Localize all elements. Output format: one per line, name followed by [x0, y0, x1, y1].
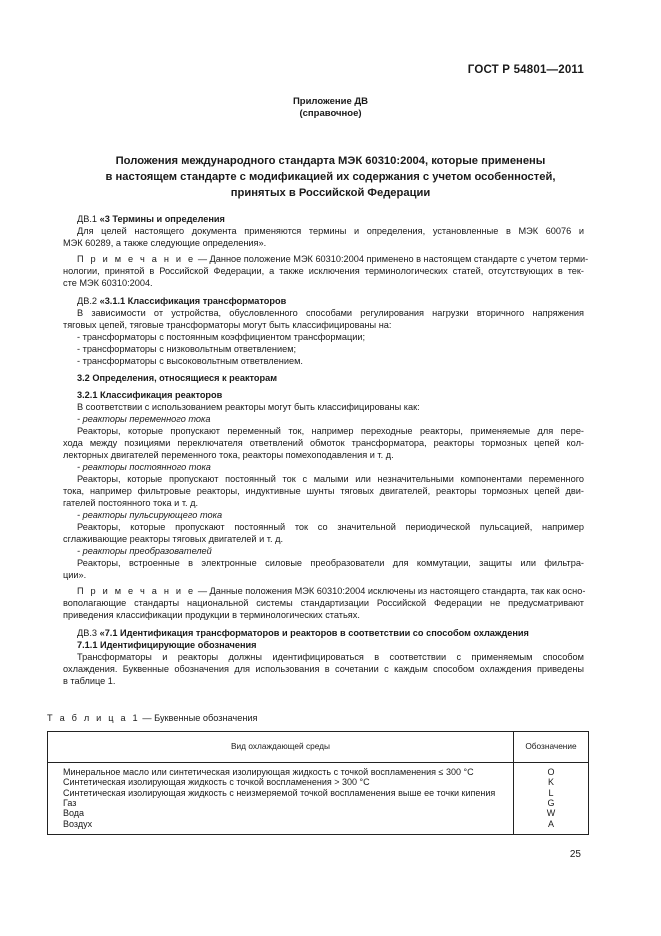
appendix-subtitle: (справочное): [299, 108, 362, 119]
table-header-divider: [48, 762, 588, 763]
dv3-heading: [77, 627, 584, 639]
paragraph-line: сглаживающие реакторы тяговых двигателей и т. д.: [63, 534, 284, 544]
paragraph-line: ции».: [63, 570, 87, 580]
note-text: — Данные положения МЭК 60310:2004 исключены из настоящего стандарта, так как осно-: [195, 586, 586, 596]
paragraph-line: Реакторы, встроенные в электронные силовые преобразователи для коммутации, защиты или фильтра-: [77, 558, 584, 568]
table-caption-text: — Буквенные обозначения: [139, 713, 258, 723]
table-header-medium: Вид охлаждающей среды: [231, 741, 330, 751]
paragraph-line: охлаждения. Буквенные обозначения для использования в сочетании с каждым способом охлаждения приведены: [63, 664, 584, 674]
note-text: — Данное положение МЭК 60310:2004 применено в настоящем стандарте с учетом терми-: [195, 254, 589, 264]
main-title-line: принятых в Российской Федерации: [230, 187, 431, 199]
dv1-note-line: [77, 253, 589, 265]
table-caption: [47, 712, 554, 724]
table-cell-code: G: [547, 797, 555, 808]
table-cell-medium: Воздух: [63, 818, 93, 829]
table-cell-medium: Газ: [63, 797, 77, 808]
section-3-2-heading: 3.2 Определения, относящиеся к реакторам: [77, 373, 278, 383]
dv1-heading-num: ДВ.1: [77, 214, 100, 224]
main-title-line: в настоящем стандарте с модификацией их содержания с учетом особенностей,: [105, 171, 556, 183]
table-cell-code: O: [547, 767, 555, 777]
list-item: - трансформаторы с высоковольтным ответвлением.: [77, 356, 303, 366]
paragraph-line: хода между позициями переключателя ответвлений обмоток трансформатора, реакторы тормозных цепей кол-: [63, 438, 584, 448]
paragraph-line: Реакторы, которые пропускают постоянный ток со значительной периодической пульсацией, например: [77, 522, 584, 532]
paragraph-line: В соответствии с использованием реакторы могут быть классифицированы как:: [77, 402, 420, 412]
paragraph-line: Реакторы, которые пропускают переменный ток, например переходные реакторы, применяемые для пере-: [77, 426, 584, 436]
dv1-heading-text: «3 Термины и определения: [99, 214, 225, 224]
dv1-heading: [77, 213, 584, 225]
reactor-type-title: - реакторы постоянного тока: [77, 462, 211, 472]
list-item: - трансформаторы с постоянным коэффициентом трансформации;: [77, 332, 366, 342]
list-item: - трансформаторы с низковольтным ответвлением;: [77, 344, 297, 354]
table-cell-code: A: [547, 818, 554, 829]
table-cell-code: L: [548, 787, 554, 798]
dv2-heading: [77, 295, 584, 307]
paragraph-line: В зависимости от устройства, обусловленного способами регулирования нагрузки вторичного напряжения: [77, 308, 584, 318]
paragraph-line: гателей постоянного тока и т. д.: [63, 498, 199, 508]
dv1-note-line: нологии, принятой в Российской Федерации, а также исключения терминологических статей, отсутствующих в тек-: [63, 266, 584, 276]
dv2-note-line: вополагающие стандарты национальной системы стандартизации Российской Федерации не предусматривают: [63, 598, 584, 608]
table-cell-code: K: [547, 777, 554, 788]
table-cell-medium: Минеральное масло или синтетическая изолирующая жидкость с точкой воспламенения ≤ 300 °С: [63, 767, 474, 777]
page-number: 25: [569, 849, 581, 860]
paragraph-line: МЭК 60289, а также следующие определения».: [63, 238, 267, 248]
paragraph-line: в таблице 1.: [63, 676, 116, 686]
appendix-title: Приложение ДВ: [292, 96, 369, 107]
dv1-note-line: сте МЭК 60310:2004.: [63, 278, 153, 288]
table-header-code: Обозначение: [525, 741, 577, 751]
paragraph-line: тяговых цепей, тяговые трансформаторы могут быть классифицированы на:: [63, 320, 392, 330]
reactor-type-title: - реакторы преобразователей: [77, 546, 212, 556]
dv2-note-line: приведения классификации продукции в терминологических статьях.: [63, 610, 360, 620]
section-3-2-1-heading: 3.2.1 Классификация реакторов: [77, 390, 223, 400]
table-cell-medium: Синтетическая изолирующая жидкость с точкой воспламенения > 300 °С: [63, 777, 370, 788]
dv2-heading-text: «3.1.1 Классификация трансформаторов: [99, 296, 287, 306]
dv3-heading-text: «7.1 Идентификация трансформаторов и реакторов в соответствии со способом охлаждения: [99, 628, 529, 638]
dv3-heading-num: ДВ.3: [77, 628, 100, 638]
cooling-table: [47, 731, 589, 835]
paragraph-line: тока, например фильтровые реакторы, индуктивные шунты тяговых двигателей, реакторы тормозных цепей дви-: [63, 486, 584, 496]
paragraph-line: лекторных двигателей переменного тока, реакторы помехоподавления и т. д.: [63, 450, 394, 460]
paragraph-line: Для целей настоящего документа применяются термины и определения, установленные в МЭК 60076 и: [77, 226, 584, 236]
reactor-type-title: - реакторы переменного тока: [77, 414, 211, 424]
note-label: П р и м е ч а н и е: [77, 586, 196, 596]
paragraph-line: Реакторы, которые пропускают постоянный ток с малыми или незначительными компонентами переменного: [77, 474, 584, 484]
table-caption-label: Т а б л и ц а 1: [47, 713, 140, 723]
paragraph-line: Трансформаторы и реакторы должны идентифицироваться в соответствии с применяемым способом: [77, 652, 584, 662]
dv2-heading-num: ДВ.2: [77, 296, 100, 306]
main-title-line: Положения международного стандарта МЭК 60310:2004, которые применены: [115, 155, 546, 167]
table-cell-code: W: [546, 808, 556, 819]
reactor-type-title: - реакторы пульсирующего тока: [77, 510, 223, 520]
section-7-1-1-heading: 7.1.1 Идентифицирующие обозначения: [77, 640, 257, 650]
dv2-note-line: [77, 585, 584, 597]
note-label: П р и м е ч а н и е: [77, 254, 196, 264]
standard-header: ГОСТ Р 54801—2011: [467, 64, 584, 76]
table-cell-medium: Вода: [63, 808, 85, 819]
table-cell-medium: Синтетическая изолирующая жидкость с неизмеряемой точкой воспламенения выше ее точки кипения: [63, 787, 496, 798]
